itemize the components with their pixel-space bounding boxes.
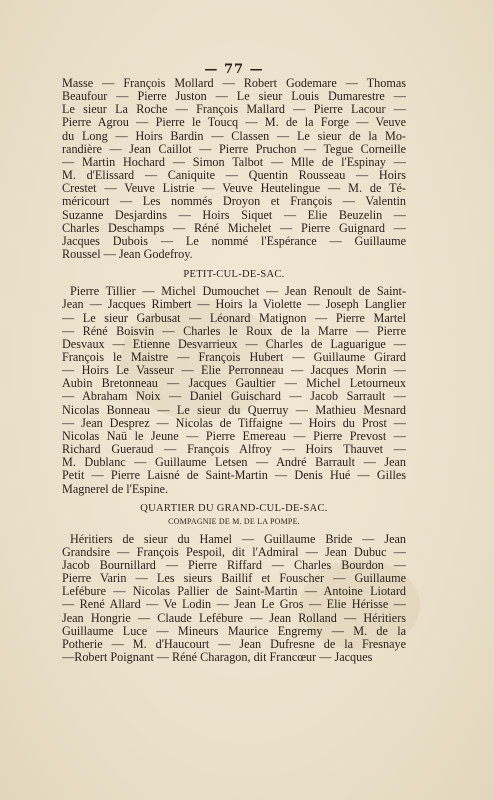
text-line: Jean Hongrie — Claude Lefébure — Jean Rolland — Héritiers — [62, 611, 406, 625]
text-line: Roussel — Jean Godefroy. — [62, 248, 193, 262]
text-line: Crestet — Veuve Listrie — Veuve Heutelingue — M. de Té- — [62, 182, 406, 196]
text-line: Masse — François Mollard — Robert Godemare — Thomas — [62, 77, 406, 90]
text-line: Nicolas Naü le Jeune — Pierre Emereau — Pierre Prevost — — [62, 429, 406, 443]
text-line: Potherie — M. d'Haucourt — Jean Dufresne de la Fresnaye — [62, 637, 406, 651]
text-line: — Jean Desprez — Nicolas de Tiffaigne — Hoirs du Prost — — [62, 416, 406, 430]
text-line: Jean — Jacques Rimbert — Hoirs la Violette — Joseph Langlier — [62, 298, 406, 312]
text-line: Le sieur La Roche — François Mallard — Pierre Lacour — — [62, 103, 406, 117]
text-line: Petit — Pierre Laisné de Saint-Martin — Denis Hué — Gilles — [62, 469, 406, 483]
section-title-petit-cul-de-sac: PETIT-CUL-DE-SAC. — [183, 269, 285, 281]
text-line: Aubin Bretonneau — Jacques Gaultier — Michel Letourneux — [62, 377, 406, 391]
text-line: — Martin Hochard — Simon Talbot — Mlle de l'Espinay — — [62, 155, 406, 169]
text-line: Pierre Agrou — Pierre le Toucq — M. de la Forge — Veuve — [62, 116, 406, 130]
text-line: Héritiers de sieur du Hamel — Guillaume Bride — Jean — [70, 532, 406, 546]
text-line: Desvaux — Etienne Desvarrieux — Charles de Laguarigue — — [62, 337, 406, 351]
text-line: — René Allard — Ve Lodin — Jean Le Gros — Elie Hérisse — — [62, 598, 406, 612]
text-line: méricourt — Les nommés Droyon et François — Valentin — [62, 195, 406, 209]
petit-cul-de-sac-paragraph — [62, 285, 406, 496]
text-line: Guillaume Luce — Mineurs Maurice Engremy — M. de la — [62, 624, 406, 638]
text-line: M. Dublanc — Guillaume Letsen — André Barrault — Jean — [62, 456, 406, 470]
intro-paragraph — [62, 77, 406, 261]
text-line: Pierre Tillier — Michel Dumouchet — Jean Renoult de Saint- — [70, 285, 406, 299]
text-line: François le Maistre — François Hubert — Guillaume Girard — [62, 350, 406, 364]
text-line: Nicolas Bonneau — Le sieur du Querruy — Mathieu Mesnard — [62, 403, 406, 417]
text-line: Lefébure — Nicolas Pallier de Saint-Martin — Antoine Liotard — [62, 585, 406, 599]
text-line: — Le sieur Garbusat — Léonard Matignon — Pierre Martel — [62, 311, 406, 325]
text-line: Grandsire — François Pespoil, dit l'Admiral — Jean Dubuc — — [62, 545, 406, 559]
text-line: —Robert Poignant — Réné Charagon, dit Francœur — Jacques — [62, 651, 373, 665]
section-subtitle-compagnie: COMPAGNIE DE M. DE LA POMPE. — [168, 516, 300, 526]
text-line: Charles Deschamps — Réné Michelet — Pierre Guignard — — [62, 221, 406, 235]
text-line: Jacob Bournillard — Pierre Riffard — Charles Bourdon — — [62, 559, 406, 572]
text-line: — Abraham Noix — Daniel Guischard — Jacob Sarrault — — [62, 390, 406, 404]
grand-cul-de-sac-paragraph — [62, 533, 406, 665]
text-line: Beaufour — Pierre Juston — Le sieur Louis Dumarestre — — [62, 90, 406, 104]
text-line: Magnerel de l'Espine. — [62, 482, 169, 496]
text-line: M. d'Elissard — Caniquite — Quentin Rousseau — Hoirs — [62, 169, 406, 183]
text-line: Suzanne Desjardins — Hoirs Siquet — Elie Beuzelin — — [62, 208, 406, 222]
section-title-grand-cul-de-sac: QUARTIER DU GRAND-CUL-DE-SAC. — [140, 502, 328, 514]
text-line: Richard Gueraud — François Alfroy — Hoirs Thauvet — — [62, 443, 406, 457]
text-line: randière — Jean Caillot — Pierre Pruchon — Tegue Corneille — [62, 142, 406, 156]
text-column — [62, 62, 406, 664]
text-line: du Long — Hoirs Bardin — Classen — Le sieur de la Mo- — [62, 129, 406, 143]
text-line: Jacques Dubois — Le nommé l'Espérance — Guillaume — [62, 234, 406, 248]
text-line: Pierre Varin — Les sieurs Baillif et Fouscher — Guillaume — [62, 572, 406, 586]
text-line: — Hoirs Le Vasseur — Elie Perronneau — Jacques Morin — — [62, 364, 406, 378]
page-number: — 77 — — [204, 62, 264, 77]
text-line: — Réné Boisvin — Charles le Roux de la Marre — Pierre — [62, 324, 406, 338]
